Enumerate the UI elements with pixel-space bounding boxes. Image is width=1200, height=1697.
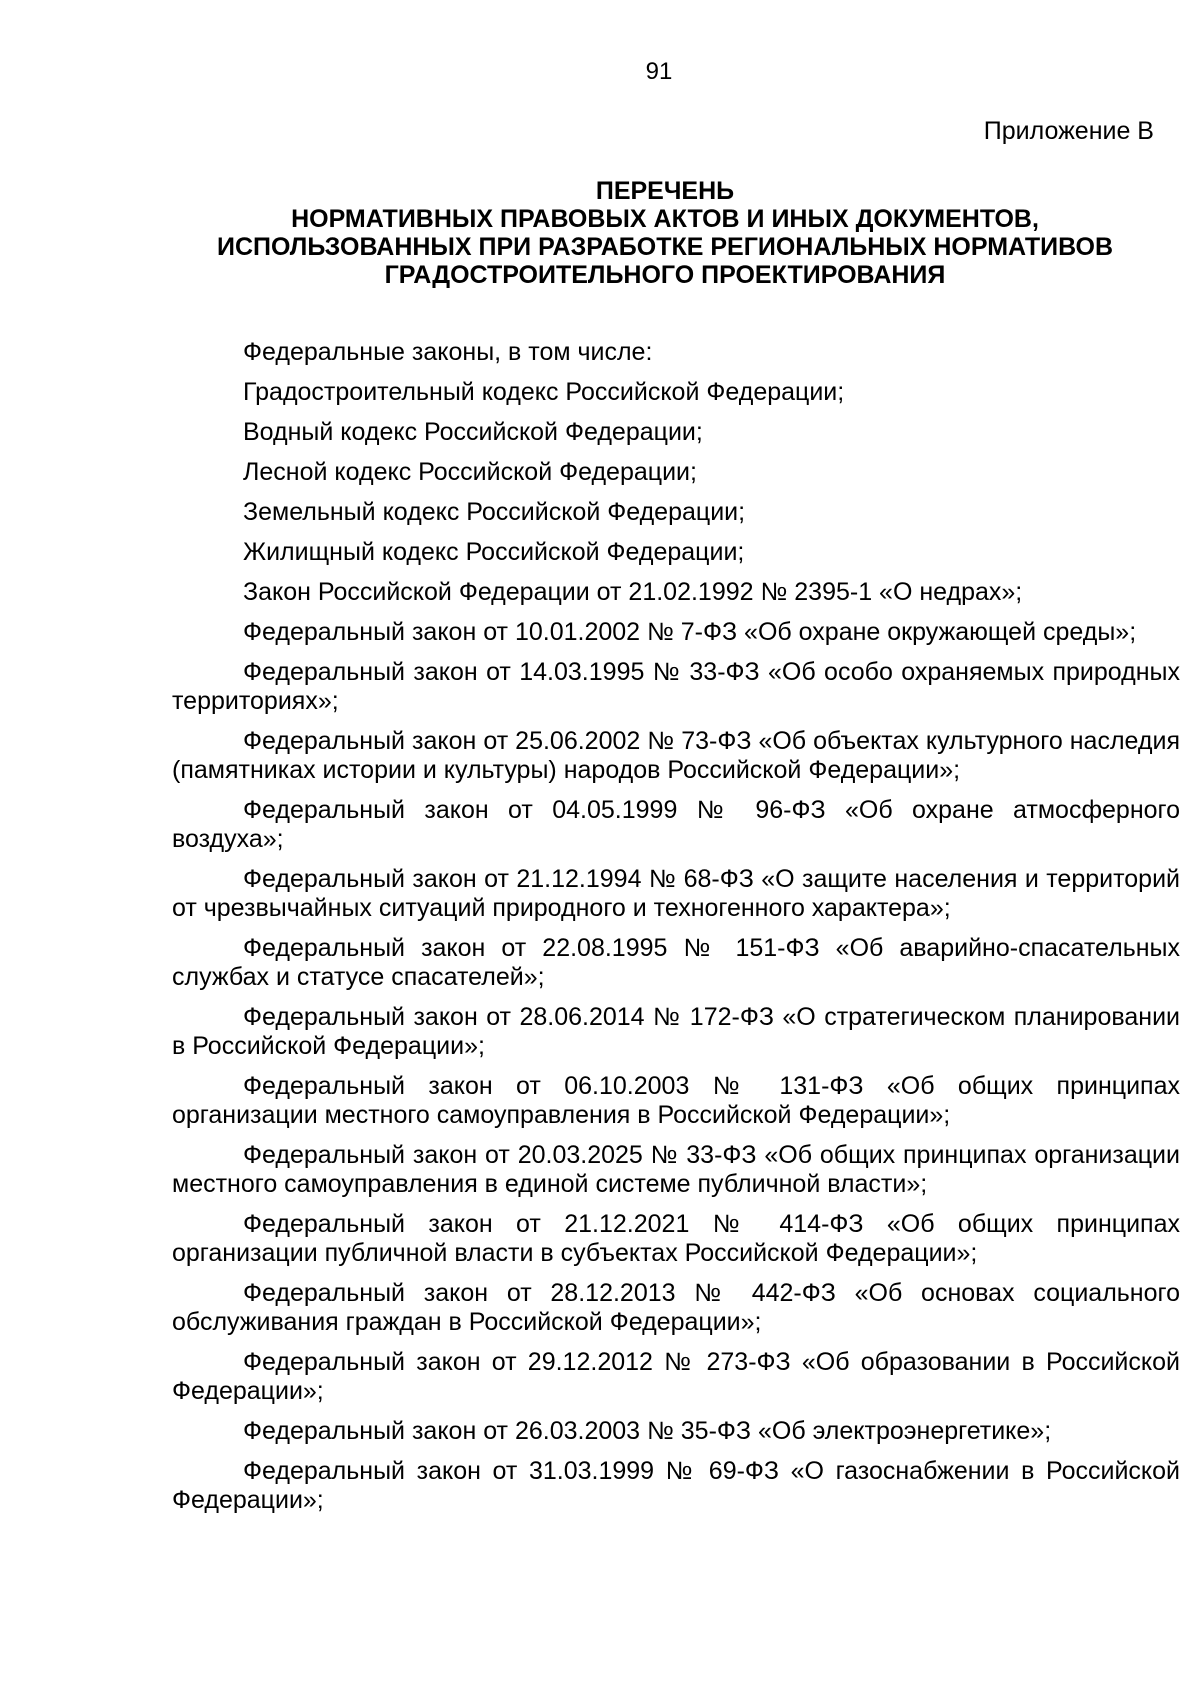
list-item: Федеральный закон от 31.03.1999 № 69-ФЗ «О газоснабжении в Российской Федерации»; bbox=[172, 1457, 1180, 1514]
list-item: Федеральный закон от 25.06.2002 № 73-ФЗ «Об объектах культурного наследия (памятниках истории и культуры) народов Российской Федерации»; bbox=[172, 727, 1180, 784]
list-item: Федеральный закон от 29.12.2012 № 273-ФЗ «Об образовании в Российской Федерации»; bbox=[172, 1348, 1180, 1405]
title-line: ГРАДОСТРОИТЕЛЬНОГО ПРОЕКТИРОВАНИЯ bbox=[384, 261, 946, 289]
list-item: Федеральный закон от 21.12.2021 № 414-ФЗ «Об общих принципах организации публичной власти в субъектах Российской Федерации»; bbox=[172, 1210, 1180, 1267]
list-item: Федеральный закон от 21.12.1994 № 68-ФЗ «О защите населения и территорий от чрезвычайных ситуаций природного и техногенного характера»; bbox=[172, 865, 1180, 922]
list-item: Федеральный закон от 22.08.1995 № 151-ФЗ «Об аварийно-спасательных службах и статусе спасателей»; bbox=[172, 934, 1180, 991]
document-body bbox=[172, 338, 1180, 1526]
title-line: ПЕРЕЧЕНЬ bbox=[595, 177, 735, 205]
list-item: Федеральный закон от 04.05.1999 № 96-ФЗ «Об охране атмосферного воздуха»; bbox=[172, 796, 1180, 853]
title-line: НОРМАТИВНЫХ ПРАВОВЫХ АКТОВ И ИНЫХ ДОКУМЕНТОВ, bbox=[291, 205, 1039, 233]
list-item: Водный кодекс Российской Федерации; bbox=[243, 418, 703, 446]
appendix-label: Приложение В bbox=[983, 117, 1154, 145]
list-item: Федеральный закон от 06.10.2003 № 131-ФЗ «Об общих принципах организации местного самоуправления в Российской Федерации»; bbox=[172, 1072, 1180, 1129]
list-item: Закон Российской Федерации от 21.02.1992 № 2395-1 «О недрах»; bbox=[243, 578, 1023, 606]
page-number: 91 bbox=[645, 58, 673, 85]
list-item: Лесной кодекс Российской Федерации; bbox=[243, 458, 697, 486]
list-item: Федеральный закон от 14.03.1995 № 33-ФЗ «Об особо охраняемых природных территориях»; bbox=[172, 658, 1180, 715]
list-item: Федеральный закон от 28.12.2013 № 442-ФЗ «Об основах социального обслуживания граждан в Российской Федерации»; bbox=[172, 1279, 1180, 1336]
list-item: Федеральный закон от 20.03.2025 № 33-ФЗ «Об общих принципах организации местного самоуправления в единой системе публичной власти»; bbox=[172, 1141, 1180, 1198]
list-item: Жилищный кодекс Российской Федерации; bbox=[243, 538, 745, 566]
document-title bbox=[150, 177, 1180, 289]
list-item: Федеральный закон от 26.03.2003 № 35-ФЗ «Об электроэнергетике»; bbox=[243, 1417, 1052, 1445]
list-item: Федеральные законы, в том числе: bbox=[243, 338, 653, 366]
list-item: Федеральный закон от 28.06.2014 № 172-ФЗ «О стратегическом планировании в Российской Федерации»; bbox=[172, 1003, 1180, 1060]
list-item: Земельный кодекс Российской Федерации; bbox=[243, 498, 746, 526]
list-item: Градостроительный кодекс Российской Федерации; bbox=[243, 378, 845, 406]
list-item: Федеральный закон от 10.01.2002 № 7-ФЗ «Об охране окружающей среды»; bbox=[243, 618, 1137, 646]
title-line: ИСПОЛЬЗОВАННЫХ ПРИ РАЗРАБОТКЕ РЕГИОНАЛЬНЫХ НОРМАТИВОВ bbox=[216, 233, 1114, 261]
